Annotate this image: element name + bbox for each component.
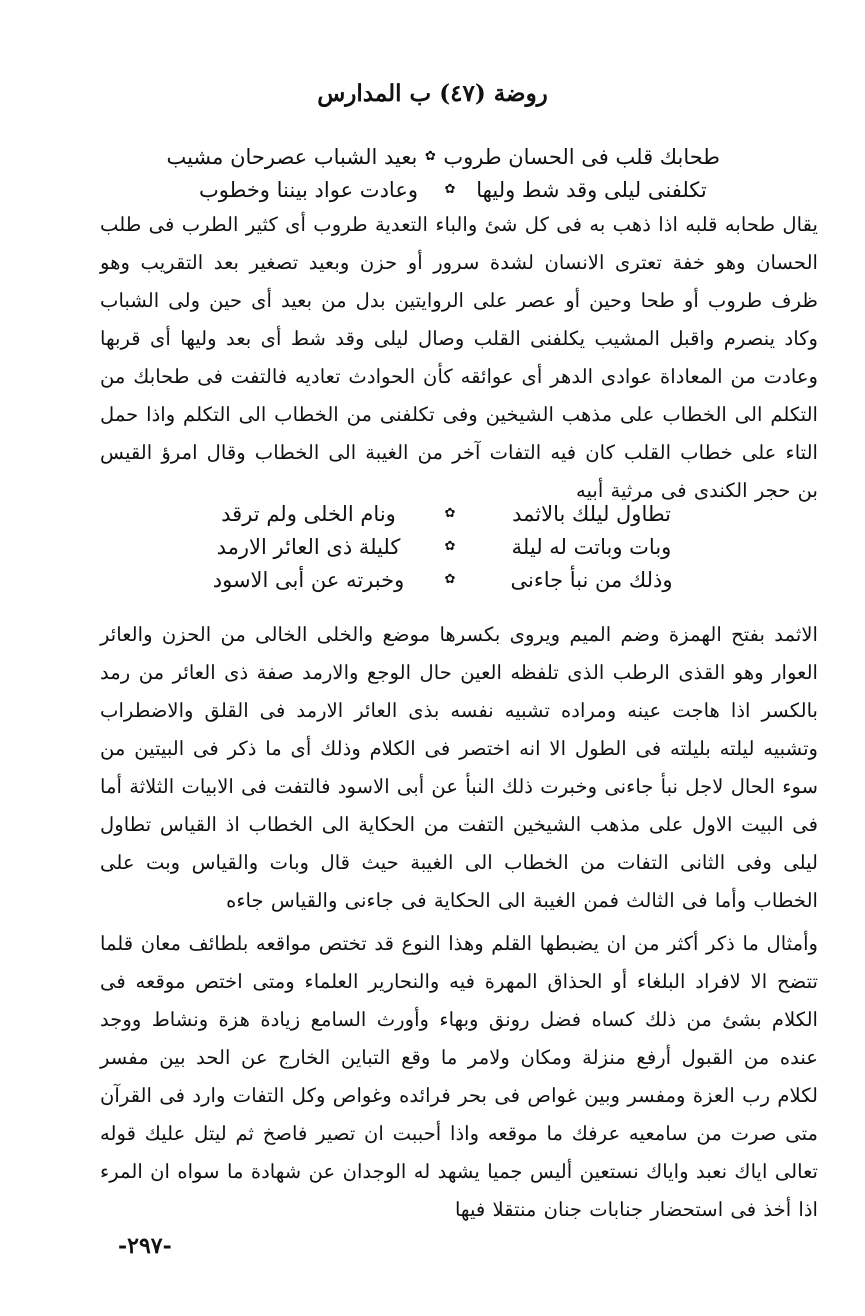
- verse-hemistich: وعادت عواد بيننا وخطوب: [198, 177, 418, 202]
- verse-hemistich: وخبرته عن أبى الاسود: [212, 567, 405, 592]
- verse-line: [180, 563, 720, 596]
- verse-hemistich: طحابك قلب فى الحسان طروب: [443, 144, 720, 169]
- paragraph-text: وأمثال ما ذكر أكثر من ان يضبطها القلم وهذا النوع قد تختص مواقعه بلطائف معان قلما تتضح الا لافراد البلغاء أو الحذاق المهرة فيه والنحارير العلماء ومتى اختص موقعه فى الكلام بشئ من ذلك كساه فضل رونق وبهاء وأورث السامع زيادة هزة ونشاط ووجد عنده من القبول أرفع منزلة ومكان ولامر ما وقع التباين الخارج عن الحد بين مفسر لكلام رب العزة ومفسر وبين غواص فى بحر فرائده وغواص وكل التفات وارد فى القرآن متى صرت من سامعيه عرفك ما موقعه واذا أحببت ان تصير فاصخ ثم ليتل عليك قوله تعالى اياك نعبد واياك نستعين أليس جميا يشهد له الوجدان عن شهادة ما سواه ان المرء اذا أخذ فى استحضار جنابات جنان منتقلا فيها: [100, 932, 818, 1221]
- verse-line: [180, 530, 720, 563]
- verse-block-2: [180, 497, 720, 596]
- verse-hemistich: تطاول ليلك بالاثمد: [512, 501, 671, 526]
- paragraph-text: الاثمد بفتح الهمزة وضم الميم ويروى بكسرها موضع والخلى الخالى من الحزن والعائر العوار وهو القذى الرطب الذى تلفظه العين حال الوجع والارمد صفة ذى العائر من رمد بالكسر اذا هاجت عينه ومراده تشبيه نفسه بذى العائر الارمد فى القلق والاضطراب وتشبيه ليلته بليلته فى الطول الا انه اختصر فى الكلام وذلك أى ما ذكر فى البيتين من سوء الحال لاجل نبأ جاءنى وخبرت ذلك النبأ عن أبى الاسود فالتفت فى الابيات الثلاثة أما فى البيت الاول على مذهب الشيخين التفت من الحكاية الى الخطاب اذ القياس تطاول ليلى وفى الثانى التفات من الخطاب الى الغيبة حيث قال وبات والقياس وبت على الخطاب وأما فى الثالث فمن الغيبة الى الحكاية فى جاءنى والقياس جاءه: [100, 623, 818, 912]
- verse-separator-icon: ✿: [444, 572, 456, 587]
- verse-hemistich: وبات وباتت له ليلة: [511, 534, 672, 559]
- verse-hemistich: تكلفنى ليلى وقد شط وليها: [476, 177, 707, 202]
- verse-hemistich: كليلة ذى العائر الارمد: [216, 534, 401, 559]
- verse-line: [166, 140, 720, 173]
- commentary-paragraph-2: [100, 616, 818, 920]
- verse-separator-icon: ✿: [444, 539, 456, 554]
- page-number: [118, 1233, 172, 1259]
- verse-hemistich: ونام الخلى ولم ترقد: [221, 501, 396, 526]
- verse-hemistich: وذلك من نبأ جاءنى: [510, 567, 673, 592]
- commentary-paragraph-3: [100, 925, 818, 1229]
- verse-block-1: [166, 140, 720, 206]
- verse-separator-icon: ✿: [424, 149, 436, 164]
- paragraph-text: يقال طحابه قلبه اذا ذهب به فى كل شئ والباء التعدية طروب أى كثير الطرب فى طلب الحسان وهو خفة تعترى الانسان لشدة سرور أو حزن وبعيد تصغير بعد التقريب وهو ظرف طروب أو طحا وحين أو عصر على الروايتين بدل من بعيد أى حين ولى الشباب وكاد ينصرم واقبل المشيب يكلفنى القلب وصال ليلى وقد شط أى بعد وليها أى قربها وعادت من المعاداة عوادى الدهر أى عوائقه كأن الحوادث تعاديه فالتفت فى طحابك من التكلم الى الخطاب على مذهب الشيخين وفى تكلفنى من الخطاب الى التكلم واذا حمل التاء على خطاب القلب كان فيه التفات آخر من الغيبة الى الخطاب وقال امرؤ القيس بن حجر الكندى فى مرثية أبيه: [100, 213, 818, 502]
- verse-separator-icon: ✿: [444, 506, 456, 521]
- verse-line: [180, 497, 720, 530]
- page-number-text: -٢٩٧-: [118, 1233, 172, 1259]
- commentary-paragraph-1: [100, 206, 818, 510]
- verse-hemistich: بعيد الشباب عصرحان مشيب: [166, 144, 418, 169]
- page-header: [0, 80, 865, 107]
- header-title: روضة (٤٧) ب المدارس: [317, 80, 548, 107]
- verse-separator-icon: ✿: [444, 182, 456, 197]
- verse-line: [180, 173, 720, 206]
